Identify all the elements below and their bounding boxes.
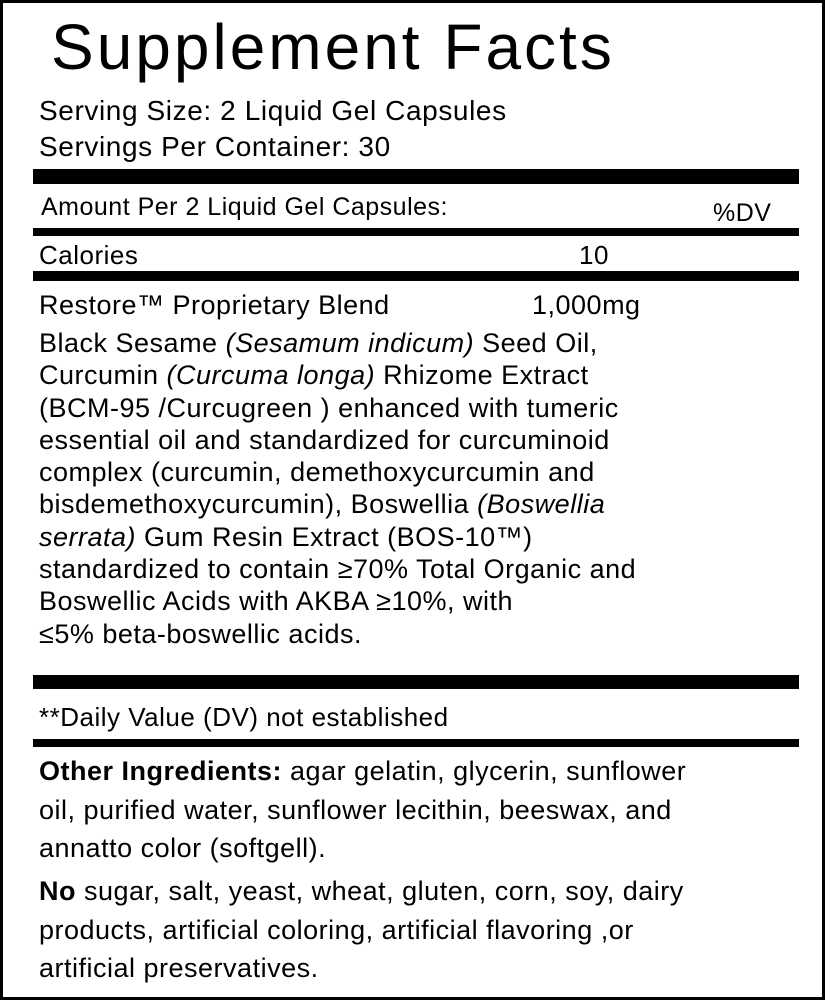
label-title: Supplement Facts (51, 11, 615, 83)
blend-ingredients (39, 327, 809, 650)
blend-line: Curcumin (Curcuma longa) Rhizome Extract (39, 360, 589, 391)
blend-line: standardized to contain ≥70% Total Organic and (39, 554, 637, 585)
blend-line: complex (curcumin, demethoxycurcumin and (39, 457, 595, 488)
blend-line: Boswellic Acids with AKBA ≥10%, with (39, 586, 514, 617)
other-ingredients-line: annatto color (softgell). (39, 833, 327, 863)
blend-amount: 1,000mg (532, 290, 641, 320)
amount-per-serving-header: Amount Per 2 Liquid Gel Capsules: (41, 193, 448, 221)
serving-size: Serving Size: 2 Liquid Gel Capsules (39, 95, 507, 126)
blend-line: ≤5% beta-boswellic acids. (39, 618, 362, 649)
blend-line: (BCM-95 /Curcugreen ) enhanced with tumeric (39, 392, 619, 423)
medium-divider (33, 228, 799, 236)
free-from-line: No sugar, salt, yeast, wheat, gluten, corn, soy, dairy (39, 876, 684, 906)
thick-divider (33, 169, 799, 184)
other-ingredients-line: oil, purified water, sunflower lecithin, beeswax, and (39, 794, 672, 825)
medium-divider (33, 739, 799, 747)
daily-value-note: **Daily Value (DV) not established (39, 702, 449, 732)
other-ingredients-line: Other Ingredients: agar gelatin, glycerin, sunflower (39, 756, 687, 786)
medium-divider (33, 271, 799, 281)
blend-line: Black Sesame (Sesamum indicum) Seed Oil, (39, 328, 598, 358)
other-ingredients-label: Other Ingredients: (39, 756, 283, 786)
servings-per-container: Servings Per Container: 30 (39, 131, 391, 162)
daily-value-header: %DV (713, 199, 772, 227)
free-from-statement (39, 872, 819, 988)
calories-label: Calories (39, 240, 139, 270)
blend-name: Restore™ Proprietary Blend (39, 290, 390, 320)
calories-value: 10 (579, 240, 609, 270)
free-from-line: artificial preservatives. (39, 953, 319, 983)
blend-line: essential oil and standardized for curcuminoid (39, 424, 610, 455)
thick-divider (33, 675, 799, 689)
no-label: No (39, 876, 76, 906)
blend-line: bisdemethoxycurcumin), Boswellia (Boswellia (39, 489, 606, 520)
free-from-line: products, artificial coloring, artificial flavoring ,or (39, 914, 634, 945)
blend-line: serrata) Gum Resin Extract (BOS-10™) (39, 521, 533, 552)
other-ingredients (39, 752, 819, 868)
